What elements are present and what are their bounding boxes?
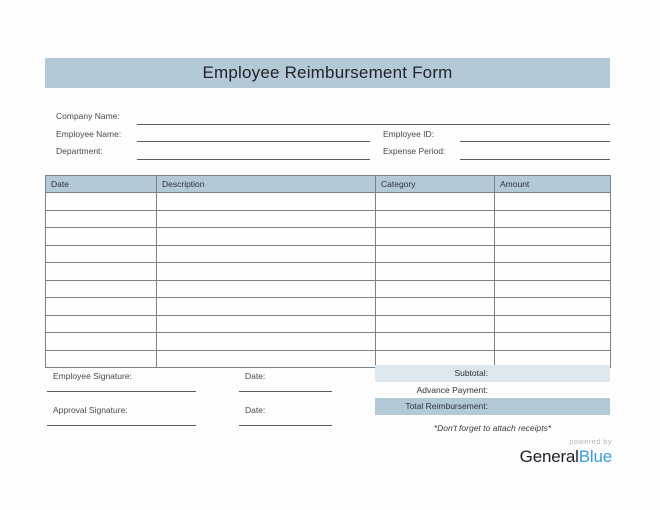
table-row xyxy=(46,263,611,281)
table-cell[interactable] xyxy=(495,280,611,298)
table-cell[interactable] xyxy=(495,263,611,281)
employee-id-input[interactable] xyxy=(460,141,610,142)
table-cell[interactable] xyxy=(376,228,495,246)
table-cell[interactable] xyxy=(376,245,495,263)
employee-signature-row xyxy=(45,368,375,402)
table-cell[interactable] xyxy=(46,245,157,263)
employee-id-label: Employee ID: xyxy=(383,128,435,139)
table-cell[interactable] xyxy=(376,280,495,298)
brand-name-first: General xyxy=(519,446,579,466)
expense-table-section xyxy=(45,175,610,368)
table-cell[interactable] xyxy=(46,280,157,298)
table-row xyxy=(46,193,611,211)
table-cell[interactable] xyxy=(495,193,611,211)
table-cell[interactable] xyxy=(376,193,495,211)
approval-signature-date-label: Date: xyxy=(245,405,266,415)
generalblue-wordmark xyxy=(520,448,612,465)
company-name-row xyxy=(45,108,610,126)
department-label: Department: xyxy=(56,146,103,156)
table-row xyxy=(46,210,611,228)
approval-signature-label: Approval Signature: xyxy=(53,405,128,415)
table-cell[interactable] xyxy=(157,210,376,228)
expense-table-body xyxy=(46,193,611,368)
column-header-category: Category xyxy=(376,176,495,193)
table-row xyxy=(46,245,611,263)
company-name-label: Company Name: xyxy=(56,111,120,121)
expense-table xyxy=(45,175,611,368)
totals-section xyxy=(375,365,610,415)
table-cell[interactable] xyxy=(46,263,157,281)
table-cell[interactable] xyxy=(157,350,376,368)
total-reimbursement-row xyxy=(375,398,610,415)
table-cell[interactable] xyxy=(157,193,376,211)
info-fields-section xyxy=(45,108,610,161)
table-cell[interactable] xyxy=(46,350,157,368)
table-header-row xyxy=(46,176,611,193)
table-row xyxy=(46,228,611,246)
brand-name-second: Blue xyxy=(578,446,612,466)
expense-period-label: Expense Period: xyxy=(383,146,446,156)
employee-name-input[interactable] xyxy=(137,141,370,142)
approval-signature-input[interactable] xyxy=(47,425,196,426)
table-cell[interactable] xyxy=(376,315,495,333)
table-cell[interactable] xyxy=(46,315,157,333)
subtotal-row xyxy=(375,365,610,382)
approval-signature-date-input[interactable] xyxy=(239,425,332,426)
employee-signature-date-input[interactable] xyxy=(239,391,332,392)
total-reimbursement-label: Total Reimbursement: xyxy=(405,401,488,412)
table-cell[interactable] xyxy=(157,263,376,281)
approval-signature-row xyxy=(45,402,375,436)
table-cell[interactable] xyxy=(46,298,157,316)
column-header-amount: Amount xyxy=(495,176,611,193)
employee-signature-label: Employee Signature: xyxy=(53,371,132,381)
table-row xyxy=(46,280,611,298)
advance-payment-label: Advance Payment: xyxy=(416,384,488,395)
department-input[interactable] xyxy=(137,159,370,160)
attach-receipts-note: *Don't forget to attach receipts* xyxy=(433,423,552,433)
advance-payment-row xyxy=(375,382,610,399)
employee-signature-date-label: Date: xyxy=(245,371,266,381)
table-row xyxy=(46,333,611,351)
table-cell[interactable] xyxy=(157,280,376,298)
employee-name-row xyxy=(45,126,610,144)
table-cell[interactable] xyxy=(495,245,611,263)
table-cell[interactable] xyxy=(376,298,495,316)
employee-signature-input[interactable] xyxy=(47,391,196,392)
table-row xyxy=(46,298,611,316)
column-header-date: Date xyxy=(46,176,157,193)
page-title: Employee Reimbursement Form xyxy=(202,63,453,82)
table-cell[interactable] xyxy=(495,210,611,228)
form-title-banner xyxy=(45,58,610,88)
column-header-description: Description xyxy=(157,176,376,193)
table-cell[interactable] xyxy=(157,298,376,316)
table-cell[interactable] xyxy=(157,315,376,333)
table-cell[interactable] xyxy=(46,210,157,228)
table-cell[interactable] xyxy=(495,298,611,316)
table-cell[interactable] xyxy=(495,315,611,333)
signatures-section xyxy=(45,368,375,436)
table-cell[interactable] xyxy=(376,333,495,351)
table-cell[interactable] xyxy=(157,245,376,263)
expense-period-input[interactable] xyxy=(460,159,610,160)
table-cell[interactable] xyxy=(376,263,495,281)
table-cell[interactable] xyxy=(376,210,495,228)
subtotal-label: Subtotal: xyxy=(454,368,488,379)
employee-name-label: Employee Name: xyxy=(56,128,122,139)
table-cell[interactable] xyxy=(157,333,376,351)
table-cell[interactable] xyxy=(46,193,157,211)
table-cell[interactable] xyxy=(46,228,157,246)
table-cell[interactable] xyxy=(495,333,611,351)
table-cell[interactable] xyxy=(46,333,157,351)
table-cell[interactable] xyxy=(157,228,376,246)
powered-by-label: powered by xyxy=(569,437,612,446)
company-name-input[interactable] xyxy=(137,124,610,125)
table-cell[interactable] xyxy=(495,228,611,246)
department-row xyxy=(45,143,610,161)
table-row xyxy=(46,315,611,333)
expense-table-head xyxy=(46,176,611,193)
brand-logo xyxy=(520,438,612,465)
